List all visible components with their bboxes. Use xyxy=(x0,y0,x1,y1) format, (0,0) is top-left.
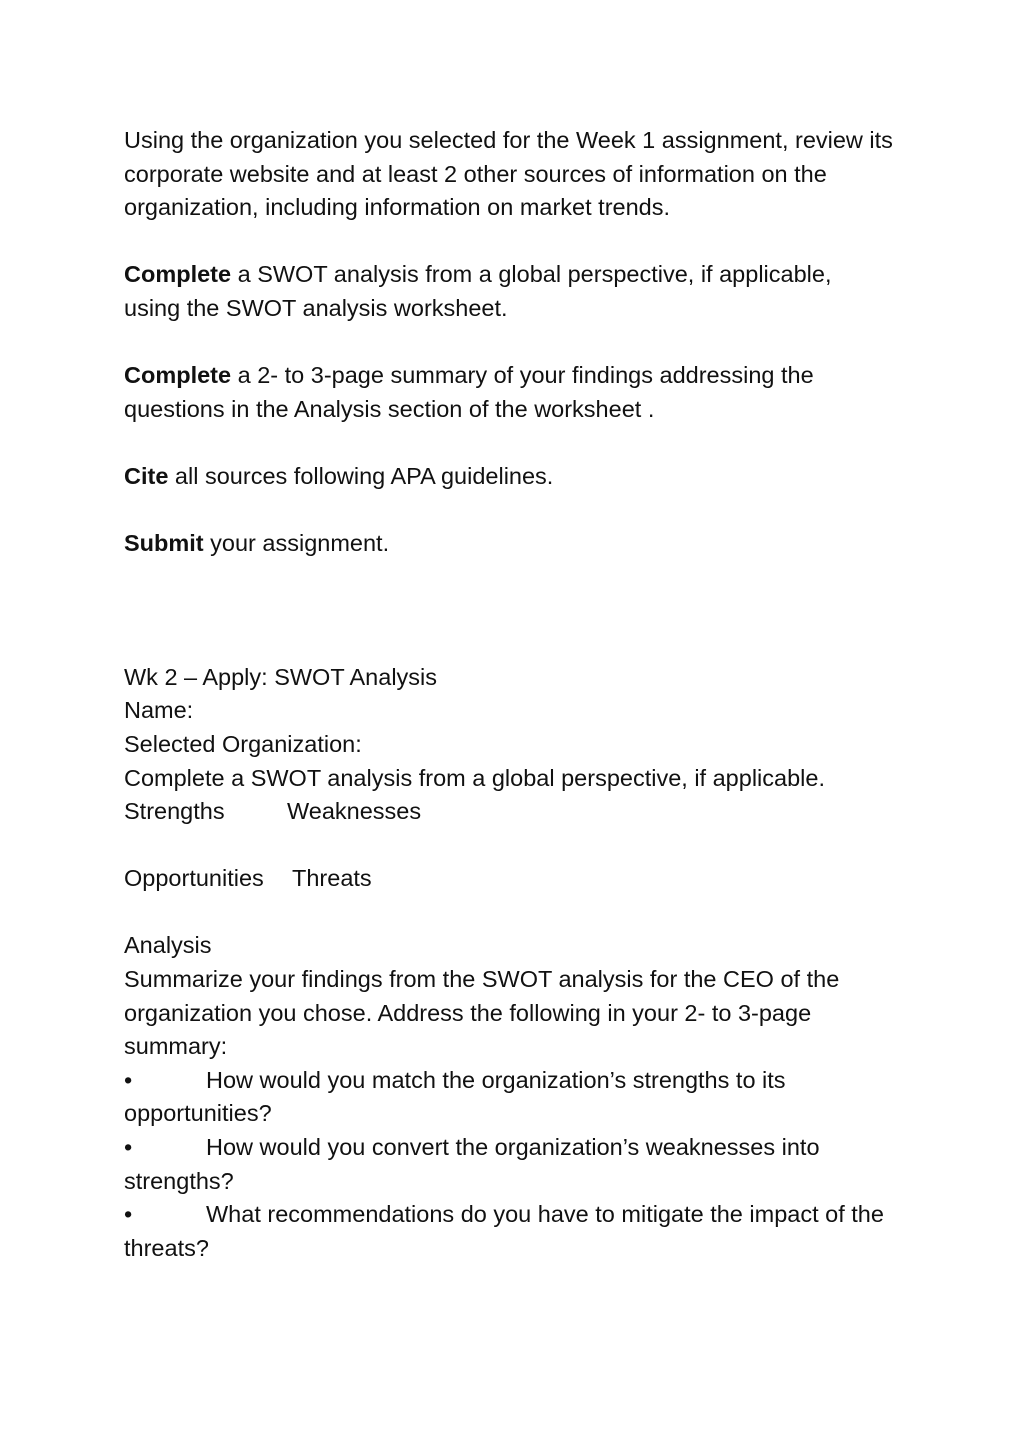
spacer xyxy=(124,426,894,460)
weaknesses-label: Weaknesses xyxy=(287,798,422,825)
swot-row-top xyxy=(124,795,894,829)
analysis-question xyxy=(124,1131,894,1198)
organization-label: Selected Organization: xyxy=(124,730,362,757)
instruction-text: a SWOT analysis from a global perspective, if applicable, using the SWOT analysis worksheet. xyxy=(124,261,832,321)
spacer xyxy=(124,326,894,360)
spacer xyxy=(124,225,894,259)
instruction-text: all sources following APA guidelines. xyxy=(168,462,554,489)
instruction-complete-swot xyxy=(124,258,894,325)
instruction-cite xyxy=(124,460,894,494)
document-content xyxy=(124,124,894,1265)
strengths-label: Strengths xyxy=(124,798,225,825)
swot-prompt: Complete a SWOT analysis from a global perspective, if applicable. xyxy=(124,764,825,791)
intro-paragraph: Using the organization you selected for the Week 1 assignment, review its corporate website and at least 2 other sources of information on the organization, including information on market trends. xyxy=(124,127,893,221)
instruction-verb: Complete xyxy=(124,261,232,288)
analysis-question xyxy=(124,1198,894,1265)
bullet-icon: • xyxy=(124,1134,133,1161)
worksheet-title: Wk 2 – Apply: SWOT Analysis xyxy=(124,663,438,690)
instruction-text: your assignment. xyxy=(203,530,390,557)
threats-label: Threats xyxy=(292,865,372,892)
spacer xyxy=(124,896,894,930)
instruction-submit xyxy=(124,527,894,561)
swot-row-bottom xyxy=(124,862,894,896)
instruction-verb: Submit xyxy=(124,530,204,557)
analysis-summary: Summarize your findings from the SWOT analysis for the CEO of the organization you chose. Address the following in your 2- to 3-page summary: xyxy=(124,966,840,1060)
bullet-icon: • xyxy=(124,1201,133,1228)
spacer xyxy=(124,829,894,863)
question-text: How would you match the organization’s strengths to its opportunities? xyxy=(124,1066,786,1127)
spacer xyxy=(124,494,894,528)
question-text: How would you convert the organization’s weaknesses into strengths? xyxy=(124,1134,820,1194)
question-text: What recommendations do you have to mitigate the impact of the threats? xyxy=(124,1201,884,1261)
analysis-question xyxy=(124,1064,894,1131)
bullet-icon: • xyxy=(124,1066,133,1093)
instruction-text: a 2- to 3-page summary of your findings addressing the questions in the Analysis section of the worksheet . xyxy=(124,362,814,422)
opportunities-label: Opportunities xyxy=(124,865,264,892)
analysis-heading: Analysis xyxy=(124,932,212,959)
spacer xyxy=(124,561,894,661)
name-label: Name: xyxy=(124,697,194,724)
instruction-verb: Cite xyxy=(124,462,169,489)
instruction-complete-summary xyxy=(124,359,894,426)
instruction-verb: Complete xyxy=(124,362,232,389)
